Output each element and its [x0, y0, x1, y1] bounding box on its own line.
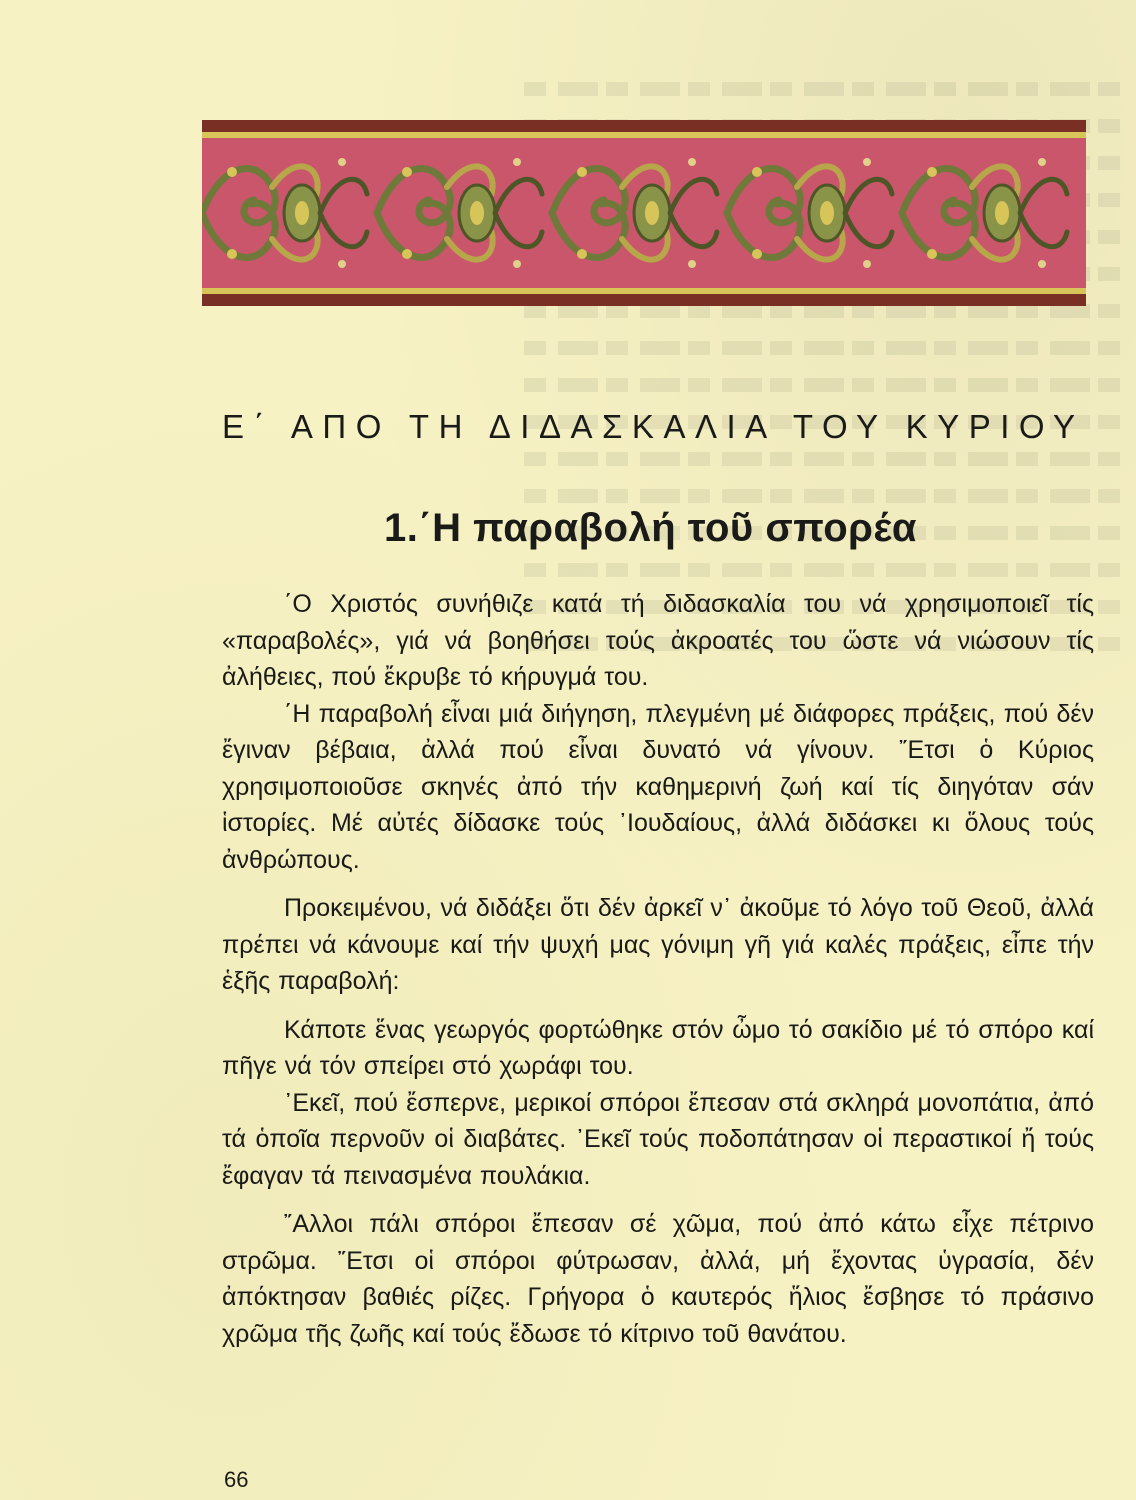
paragraph: ΄Η παραβολή εἶναι μιά διήγηση, πλεγμένη μέ διάφορες πράξεις, πού δέν ἔγιναν βέβαια, ἀλλά πού εἶναι δυνατό νά γίνουν. ῎Ετσι ὁ Κύριος χρησιμοποιοῦσε σκηνές ἀπό τήν καθημερινή ζωή καί τίς διηγόταν σάν ἱστορίες. Μέ αὐτές δίδασκε τούς ᾿Ιουδαίους, ἀλλά διδάσκει κι ὅλους τούς ἀνθρώπους.: [222, 699, 1094, 874]
page-number: 66: [224, 1467, 249, 1492]
paragraph: Προκειμένου, νά διδάξει ὅτι δέν ἀρκεῖ ν᾿ ἀκοῦμε τό λόγο τοῦ Θεοῦ, ἀλλά πρέπει νά κάνουμε καί τήν ψυχή μας γόνιμη γῆ γιά καλές πράξεις, εἶπε τήν ἑξῆς παραβολή:: [222, 894, 1094, 995]
body-text: [222, 586, 1094, 1364]
paragraph: Κάποτε ἕνας γεωργός φορτώθηκε στόν ὦμο τό σακίδιο μέ τό σπόρο καί πῆγε νά τόν σπείρει στό χωράφι του.: [222, 1015, 1094, 1080]
lesson-title: 1.΄Η παραβολή τοῦ σπορέα: [384, 506, 918, 550]
paragraph: ᾿Εκεῖ, πού ἔσπερνε, μερικοί σπόροι ἔπεσαν στά σκληρά μονοπάτια, ἀπό τά ὁποῖα περνοῦν οἱ διαβάτες. ᾿Εκεῖ τούς ποδοπάτησαν οἱ περαστικοί ἤ τούς ἔφαγαν τά πεινασμένα πουλάκια.: [222, 1088, 1094, 1190]
floral-ornament-icon: [202, 132, 1086, 294]
chapter-title: Ε΄ ΑΠΟ ΤΗ ΔΙΔΑΣΚΑΛΙΑ ΤΟΥ ΚΥΡΙΟΥ: [222, 408, 1085, 445]
paragraph: ΄Ο Χριστός συνήθιζε κατά τή διδασκαλία του νά χρησιμοποιεῖ τίς «παραβολές», γιά νά βοηθήσει τούς ἀκροατές του ὥστε νά νιώσουν τίς ἀλήθειες, πού ἔκρυβε τό κήρυγμά του.: [222, 590, 1094, 691]
ornamental-banner: [202, 120, 1086, 306]
paragraph: ῎Αλλοι πάλι σπόροι ἔπεσαν σέ χῶμα, πού ἀπό κάτω εἶχε πέτρινο στρῶμα. ῎Ετσι οἱ σπόροι φύτρωσαν, ἀλλά, μή ἔχοντας ὑγρασία, δέν ἀπόκτησαν βαθιές ρίζες. Γρήγορα ὁ καυτερός ἥλιος ἔσβησε τό πράσινο χρῶμα τῆς ζωῆς καί τούς ἔδωσε τό κίτρινο τοῦ θανάτου.: [222, 1210, 1094, 1348]
